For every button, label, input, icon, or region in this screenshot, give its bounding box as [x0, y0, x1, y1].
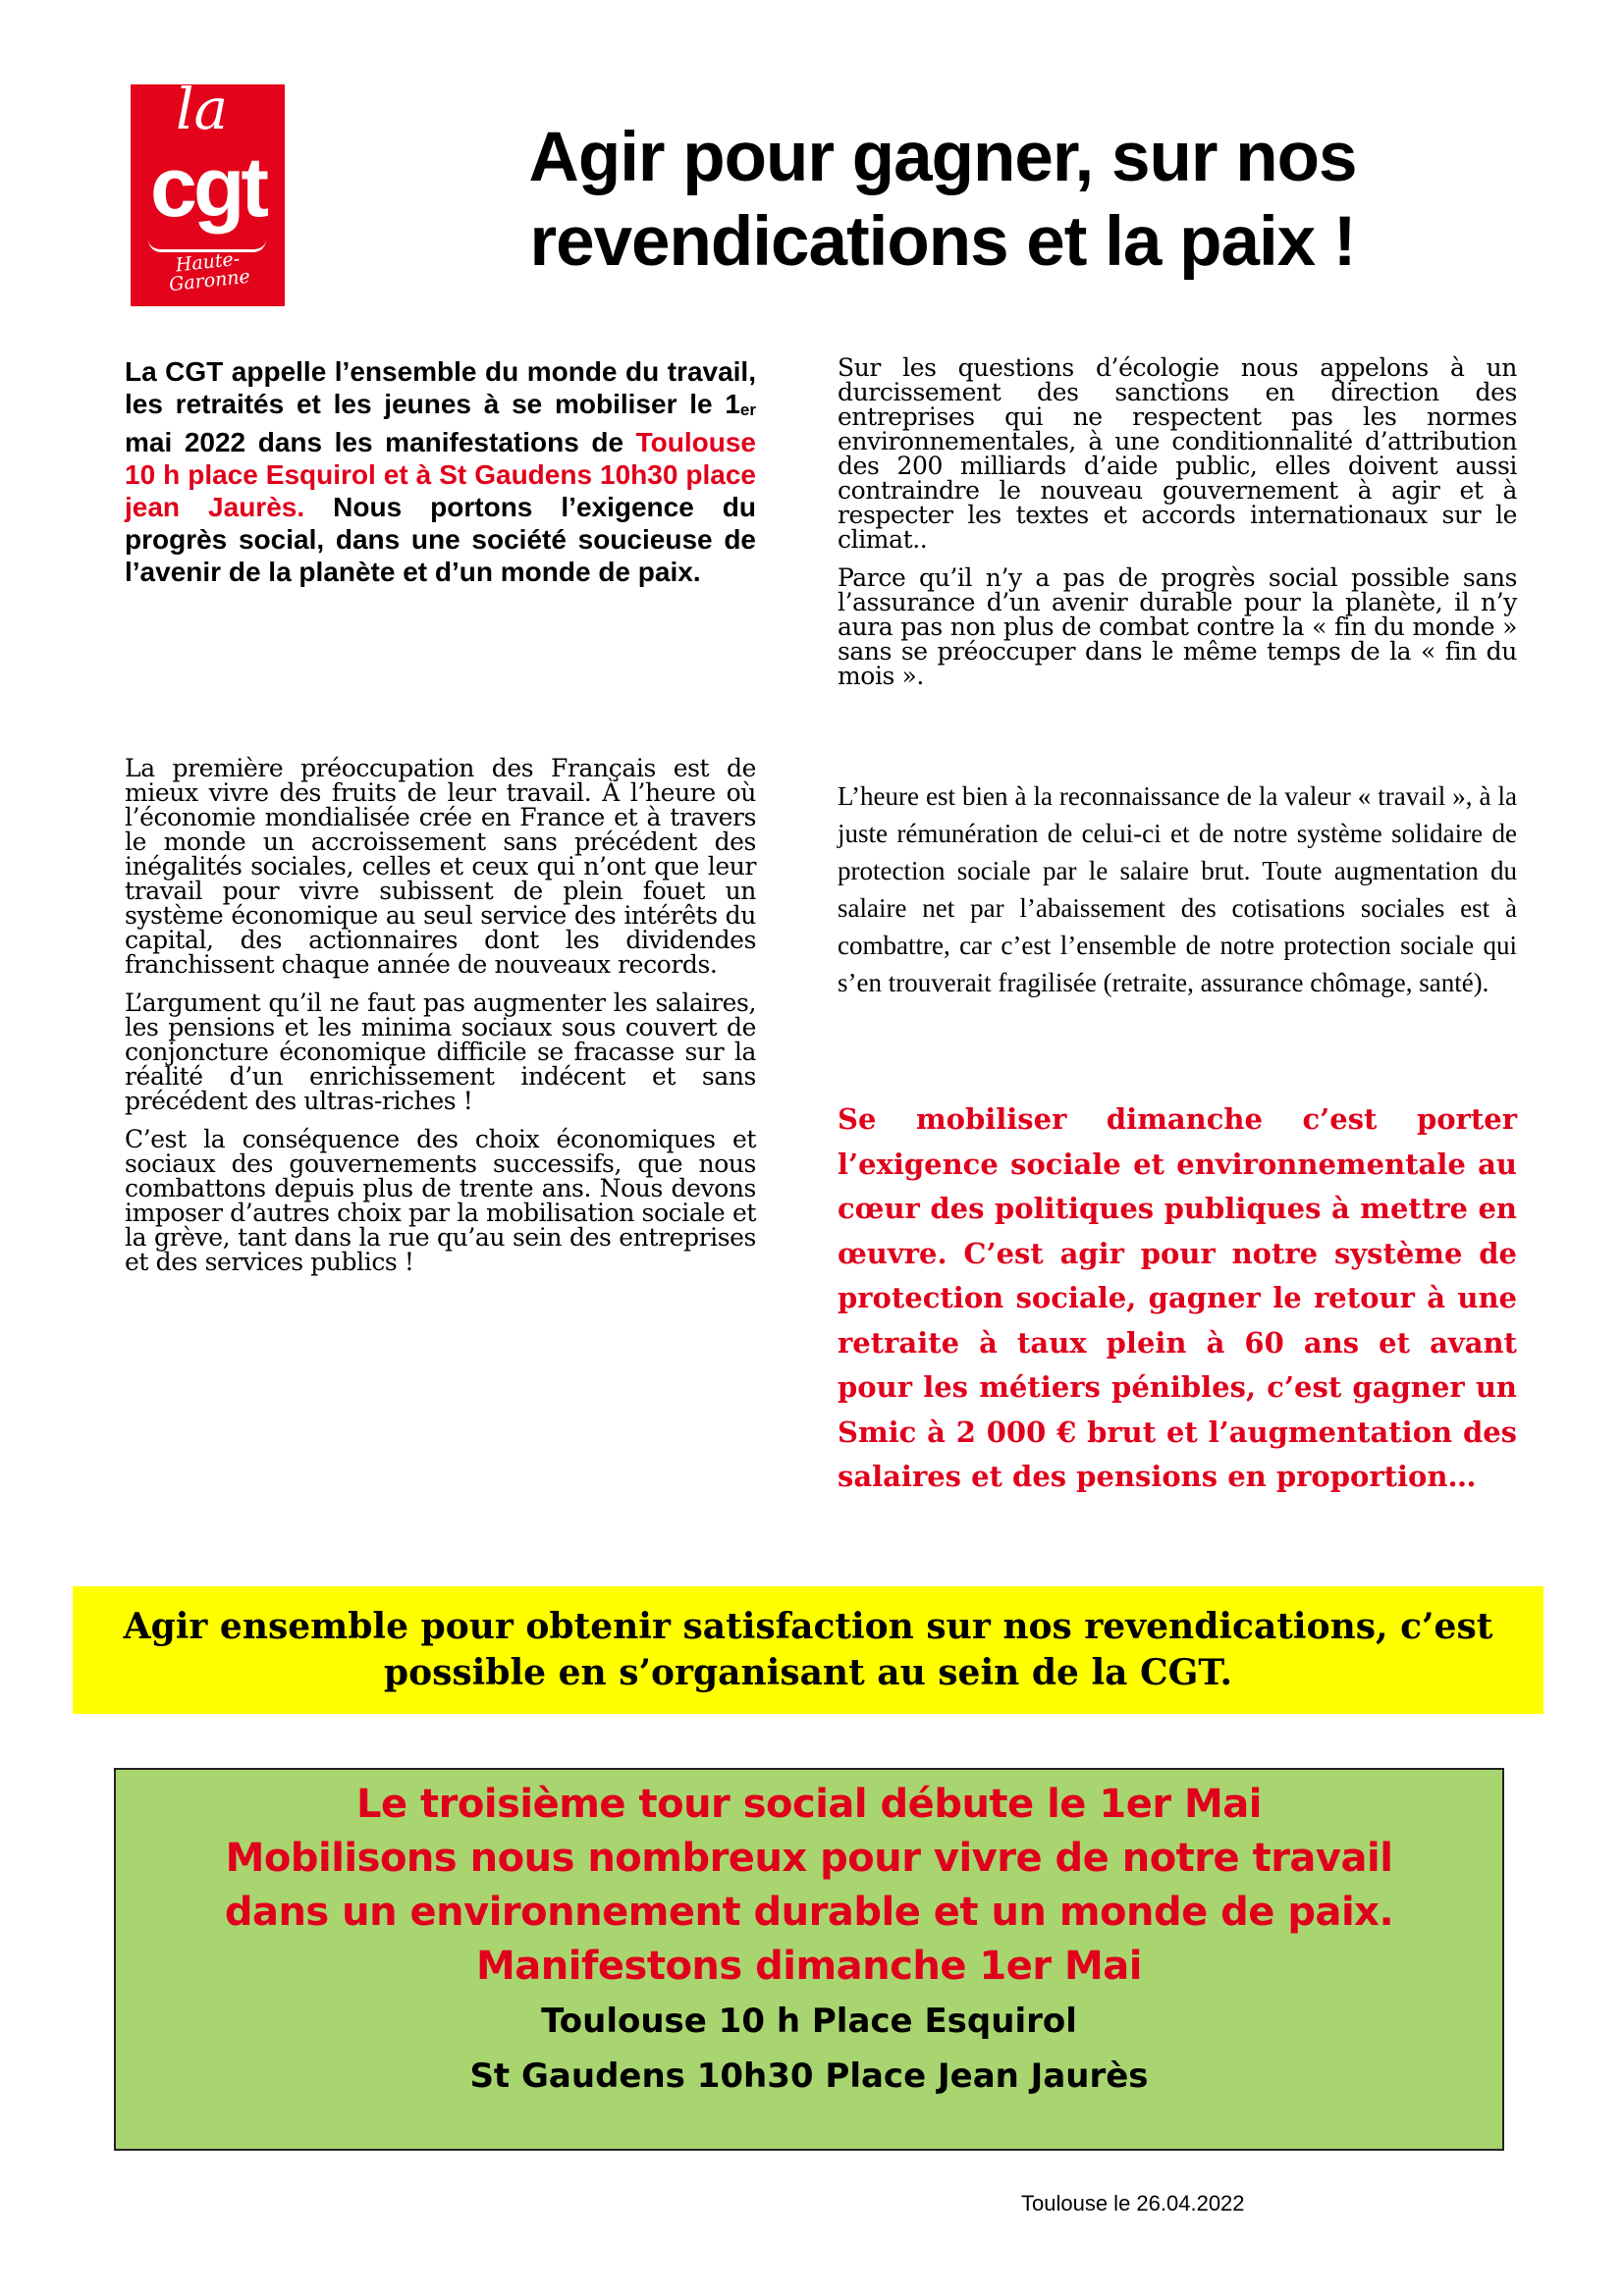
intro-part-3: Nous portons l’exigence du progrès social, dans une société soucieuse de l’avenir de la planète et d’un monde de paix.: [125, 492, 757, 587]
page-title: [373, 116, 1512, 285]
title-line-1: Agir pour gagner, sur nos: [528, 119, 1357, 196]
right-column-body-2: [838, 777, 1517, 1001]
callout-location-toulouse: Toulouse 10 h Place Esquirol: [541, 2002, 1077, 2041]
right-column-body: [838, 355, 1517, 702]
callout-line-3: dans un environnement durable et un monde de paix.: [224, 1890, 1394, 1935]
callout-location-st-gaudens: St Gaudens 10h30 Place Jean Jaurès: [469, 2056, 1149, 2096]
cgt-logo: [131, 84, 285, 306]
intro-ordinal: er: [739, 400, 756, 419]
left-paragraph-3: C’est la conséquence des choix économiques et sociaux des gouvernements successifs, que nous combattons depuis plus de trente ans. Nous devons imposer d’autres choix par la mobilisation sociale et la grève, tant dans la rue qu’au sein des entreprises et des services publics !: [125, 1125, 756, 1276]
callout-line-2: Mobilisons nous nombreux pour vivre de notre travail: [225, 1836, 1393, 1881]
mobilisation-paragraph: Se mobiliser dimanche c’est porter l’exigence sociale et environnementale au cœur des politiques publiques à mettre en œuvre. C’est agir pour notre système de protection sociale, gagner le retour à une retraite à taux plein à 60 ans et avant pour les métiers pénibles, c’est gagner un Smic à 2 000 € brut et l’augmentation des salaires et des pensions en proportion…: [838, 1102, 1517, 1493]
logo-la-text: la: [176, 84, 229, 142]
intro-part-1: La CGT appelle l’ensemble du monde du travail, les retraités et les jeunes à se mobiliser le 1: [125, 356, 756, 419]
right-paragraph-3: L’heure est bien à la reconnaissance de la valeur « travail », à la juste rémunération de celui-ci et de notre système solidaire de protection sociale par le salaire brut. Toute augmentation du salaire net par l’abaissement des cotisations sociales est à combattre, car c’est l’ensemble de notre protection sociale qui s’en trouverait fragilisée (retraite, assurance chômage, santé).: [838, 781, 1517, 997]
left-paragraph-2: L’argument qu’il ne faut pas augmenter les salaires, les pensions et les minima sociaux sous couvert de conjoncture économique difficile se fracasse sur la réalité d’un enrichissement indécent et sans précédent des ultras-riches !: [125, 988, 756, 1115]
left-column-body: [125, 756, 756, 1288]
intro-paragraph: [125, 355, 756, 588]
logo-region-text: Haute-Garonne: [168, 247, 251, 296]
logo-cgt-text: cgt: [150, 140, 265, 235]
left-paragraph-1: La première préoccupation des Français est de mieux vivre des fruits de leur travail. À l’heure où l’économie mondialisée crée en France et à travers le monde un accroissement sans précédent des inégalités sociales, celles et ceux qui n’ont que leur travail pour vivre subissent de plein fouet un système économique au seul service des intérêts du capital, des actionnaires dont les dividendes franchissent chaque année de nouveaux records.: [125, 754, 756, 979]
intro-locations: Toulouse 10 h place Esquirol et à St Gaudens 10h30 place jean Jaurès.: [125, 427, 756, 522]
call-to-action-box: [114, 1768, 1504, 2151]
banner-text: Agir ensemble pour obtenir satisfaction sur nos revendications, c’est possible en s’organisant au sein de la CGT.: [123, 1606, 1493, 1693]
footer-date: Toulouse le 26.04.2022: [1021, 2191, 1245, 2216]
highlight-banner: [73, 1586, 1543, 1714]
right-paragraph-2: Parce qu’il n’y a pas de progrès social possible sans l’assurance d’un avenir durable pour la planète, il n’y aura pas non plus de combat contre la « fin du monde » sans se préoccuper dans le même temps de la « fin du mois ».: [838, 563, 1517, 690]
callout-line-4: Manifestons dimanche 1er Mai: [476, 1944, 1142, 1989]
intro-part-2: mai 2022 dans les manifestations de: [125, 427, 636, 457]
title-line-2: revendications et la paix !: [529, 203, 1356, 281]
callout-line-1: Le troisième tour social débute le 1er Mai: [356, 1782, 1262, 1827]
right-paragraph-1: Sur les questions d’écologie nous appelons à un durcissement des sanctions en direction des entreprises qui ne respectent pas les normes environnementales, à une conditionnalité d’attribution des 200 milliards d’aide public, elles doivent aussi contraindre le nouveau gouvernement à agir et à respecter les textes et accords internationaux sur le climat..: [838, 353, 1517, 554]
